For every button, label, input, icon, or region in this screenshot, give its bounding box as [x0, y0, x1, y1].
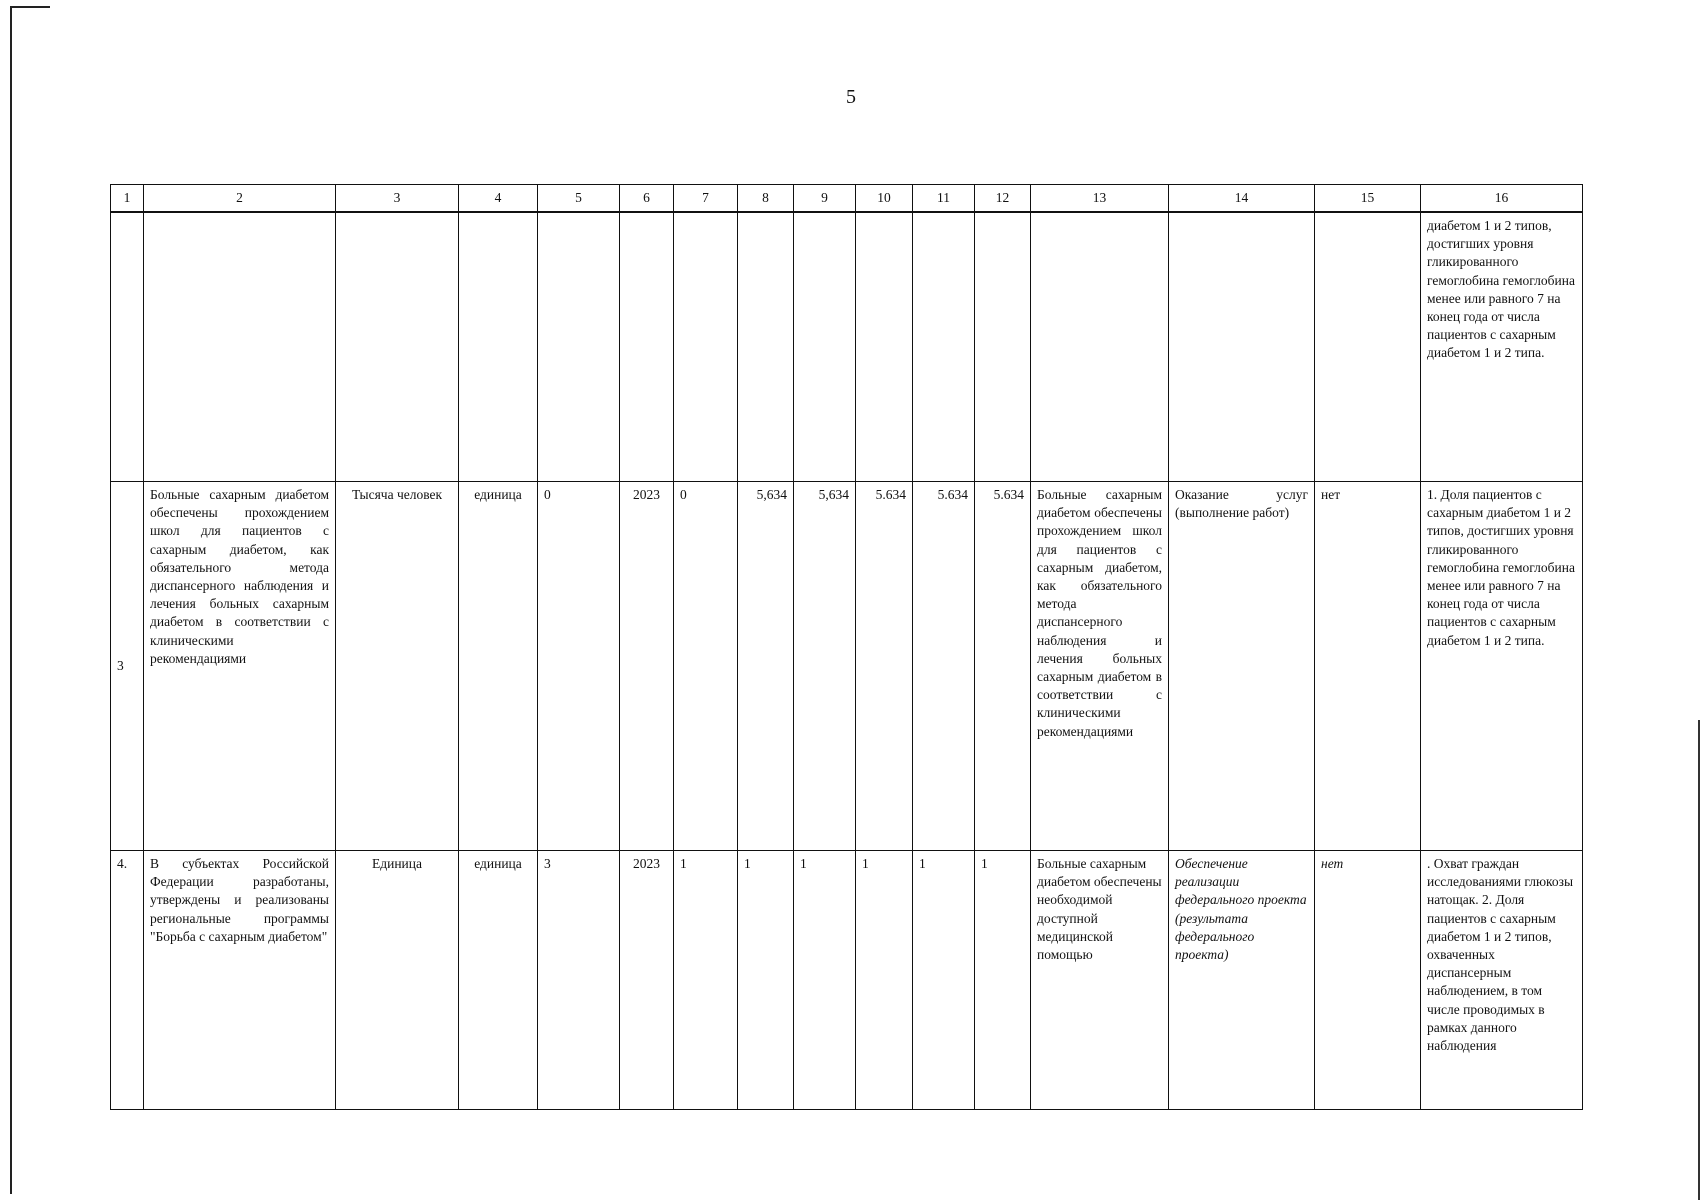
- value-cell: 1: [975, 851, 1031, 1110]
- result-name: Больные сахарным диабетом обеспечены прохождением школ для пациентов с сахарным диабетом, как обязательного метода диспансерного наблюдения и лечения больных сахарным диабетом в соответствии с клиническими рекомендациями: [144, 482, 336, 851]
- page-number: 5: [846, 86, 856, 108]
- column-number: 5: [538, 185, 620, 213]
- column-number: 8: [738, 185, 794, 213]
- column-number: 14: [1169, 185, 1315, 213]
- flag-cell: нет: [1315, 851, 1421, 1110]
- value-cell: 5.634: [975, 482, 1031, 851]
- table-cell: [459, 212, 538, 482]
- row-number: 4.: [111, 851, 144, 1110]
- column-number: 9: [794, 185, 856, 213]
- value-cell: 1: [794, 851, 856, 1110]
- unit-type-cell: единица: [459, 482, 538, 851]
- type-cell: Оказание услуг (выполнение работ): [1169, 482, 1315, 851]
- column-number: 4: [459, 185, 538, 213]
- column-number: 11: [913, 185, 975, 213]
- table-cell: [1031, 212, 1169, 482]
- indicator-table: [110, 184, 1583, 1110]
- flag-cell: нет: [1315, 482, 1421, 851]
- value-cell: 1: [856, 851, 913, 1110]
- value-cell: 1: [738, 851, 794, 1110]
- table-cell: [1169, 212, 1315, 482]
- table-cell: [794, 212, 856, 482]
- column-number: 13: [1031, 185, 1169, 213]
- table-cell: [336, 212, 459, 482]
- characteristic-cell: Больные сахарным диабетом обеспечены необходимой доступной медицинской помощью: [1031, 851, 1169, 1110]
- column-number: 6: [620, 185, 674, 213]
- table-cell: [913, 212, 975, 482]
- value-cell: 5.634: [913, 482, 975, 851]
- unit-cell: Тысяча человек: [336, 482, 459, 851]
- table-cell: [674, 212, 738, 482]
- column-number-row: [111, 185, 1583, 213]
- column-number: 10: [856, 185, 913, 213]
- table-cell: [111, 212, 144, 482]
- unit-type-cell: единица: [459, 851, 538, 1110]
- column-number: 12: [975, 185, 1031, 213]
- table-row: [111, 482, 1583, 851]
- base-year: 2023: [620, 851, 674, 1110]
- value-cell: 1: [674, 851, 738, 1110]
- table-row: [111, 851, 1583, 1110]
- column-number: 7: [674, 185, 738, 213]
- result-name: В субъектах Российской Федерации разработаны, утверждены и реализованы региональные программы "Борьба с сахарным диабетом": [144, 851, 336, 1110]
- column-number: 2: [144, 185, 336, 213]
- unit-cell: Единица: [336, 851, 459, 1110]
- table-cell: [538, 212, 620, 482]
- table-cell: [144, 212, 336, 482]
- base-year: 2023: [620, 482, 674, 851]
- scan-edge-left: [10, 6, 12, 1194]
- row-number: 3: [111, 482, 144, 851]
- column-number: 3: [336, 185, 459, 213]
- table-cell: [1315, 212, 1421, 482]
- table-cell: [975, 212, 1031, 482]
- table-cell: [620, 212, 674, 482]
- base-value: 0: [538, 482, 620, 851]
- value-cell: 5,634: [738, 482, 794, 851]
- indicator-cell: диабетом 1 и 2 типов, достигших уровня гликированного гемоглобина гемоглобина менее или равного 7 на конец года от числа пациентов с сахарным диабетом 1 и 2 типа.: [1421, 212, 1583, 482]
- scan-edge-top: [10, 6, 50, 8]
- scan-edge-right: [1698, 720, 1700, 1200]
- value-cell: 5.634: [856, 482, 913, 851]
- table-cell: [856, 212, 913, 482]
- value-cell: 0: [674, 482, 738, 851]
- value-cell: 1: [913, 851, 975, 1110]
- column-number: 16: [1421, 185, 1583, 213]
- table-row-continued: [111, 212, 1583, 482]
- characteristic-cell: Больные сахарным диабетом обеспечены прохождением школ для пациентов с сахарным диабетом, как обязательного метода диспансерного наблюдения и лечения больных сахарным диабетом в соответствии с клиническими рекомендациями: [1031, 482, 1169, 851]
- base-value: 3: [538, 851, 620, 1110]
- column-number: 15: [1315, 185, 1421, 213]
- value-cell: 5,634: [794, 482, 856, 851]
- type-cell: Обеспечение реализации федерального проекта (результата федерального проекта): [1169, 851, 1315, 1110]
- indicator-cell: . Охват граждан исследованиями глюкозы натощак. 2. Доля пациентов с сахарным диабетом 1 и 2 типов, охваченных диспансерным наблюдением, в том числе проводимых в рамках данного наблюдения: [1421, 851, 1583, 1110]
- indicator-cell: 1. Доля пациентов с сахарным диабетом 1 и 2 типов, достигших уровня гликированного гемоглобина гемоглобина менее или равного 7 на конец года от числа пациентов с сахарным диабетом 1 и 2 типа.: [1421, 482, 1583, 851]
- column-number: 1: [111, 185, 144, 213]
- table-cell: [738, 212, 794, 482]
